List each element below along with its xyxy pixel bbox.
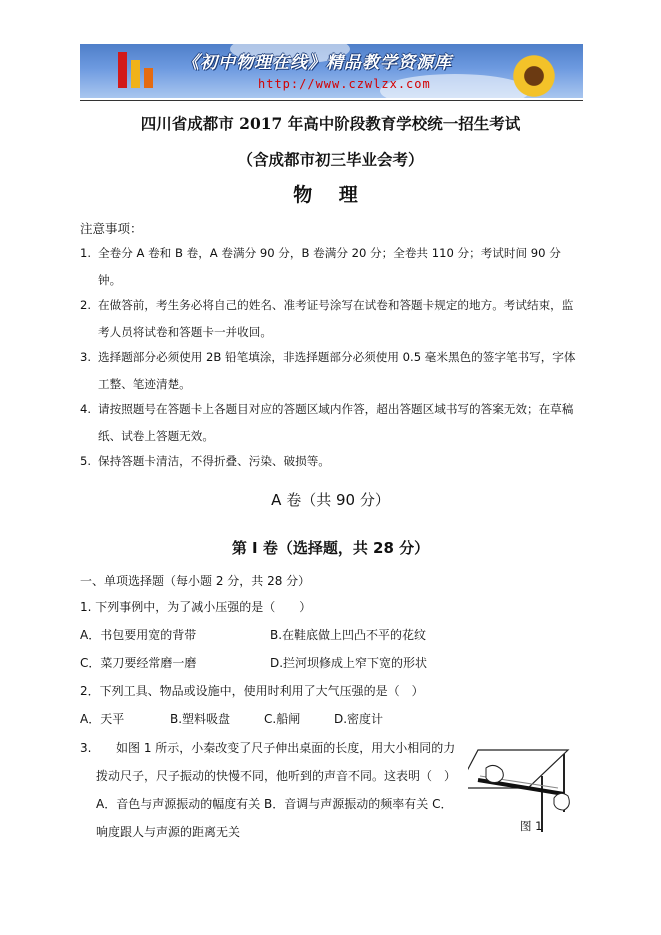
hand-icon <box>554 793 569 810</box>
question-2-option-b: B.塑料吸盘 <box>170 712 231 726</box>
notice-item-number: 3. <box>80 350 92 364</box>
subject-title: 物 理 <box>293 184 368 206</box>
question-2-option-c: C.船闸 <box>264 712 301 726</box>
notice-heading: 注意事项： <box>80 221 143 236</box>
question-1-stem: 1. 下列事例中，为了减小压强的是（ ） <box>80 600 312 614</box>
question-2-option-d: D.密度计 <box>334 712 384 726</box>
question-1-option-c: C．菜刀要经常磨一磨 <box>80 656 197 670</box>
question-2-option-a: A．天平 <box>80 712 125 726</box>
notice-item-number: 4. <box>80 402 92 416</box>
question-3-number: 3. <box>80 741 92 755</box>
notice-item-text: 选择题部分必须使用 2B 铅笔填涂，非选择题部分必须使用 0.5 毫米黑色的签字笔书写，字体工整、笔迹清楚。 <box>98 350 576 391</box>
notice-item-number: 1. <box>80 246 92 260</box>
exam-title: 四川省成都市 2017 年高中阶段教育学校统一招生考试 <box>140 114 521 133</box>
part-1-title: 第 I 卷（选择题，共 28 分） <box>231 539 430 557</box>
part-1-instructions: 一、单项选择题（每小题 2 分，共 28 分） <box>80 574 311 588</box>
banner-url[interactable]: http://www.czwlzx.com <box>258 77 431 91</box>
header-banner <box>80 44 583 98</box>
notice-item-text: 全卷分 A 卷和 B 卷，A 卷满分 90 分，B 卷满分 20 分；全卷共 110 分；考试时间 90 分钟。 <box>98 246 561 287</box>
question-2-stem: 2．下列工具、物品或设施中，使用时利用了大气压强的是（ ） <box>80 684 424 698</box>
notice-item-text: 在做答前，考生务必将自己的姓名、准考证号涂写在试卷和答题卡规定的地方。考试结束，监考人员将试卷和答题卡一并收回。 <box>98 298 574 339</box>
header-divider <box>80 100 583 101</box>
notice-item-text: 保持答题卡清洁，不得折叠、污染、破损等。 <box>98 454 330 468</box>
site-logo-icon <box>112 50 156 92</box>
sunflower-icon <box>510 52 558 98</box>
banner-title: 《初中物理在线》精品教学资源库 <box>182 53 452 73</box>
figure-1-caption: 图 1 <box>520 819 543 833</box>
question-1-option-b: B.在鞋底做上凹凸不平的花纹 <box>270 628 427 642</box>
question-1-option-a: A．书包要用宽的背带 <box>80 628 197 642</box>
notice-item-number: 5. <box>80 454 92 468</box>
exam-subtitle: （含成都市初三毕业会考） <box>237 150 424 169</box>
hand-icon <box>486 765 503 782</box>
notice-item-text: 请按照题号在答题卡上各题目对应的答题区域内作答，超出答题区域书写的答案无效；在草稿纸、试卷上答题无效。 <box>98 402 574 443</box>
question-1-option-d: D.拦河坝修成上窄下宽的形状 <box>270 656 428 670</box>
section-a-title: A 卷（共 90 分） <box>271 491 390 509</box>
question-3-stem: 如图 1 所示，小秦改变了尺子伸出桌面的长度，用大小相同的力拨动尺子，尺子振动的快慢不同，他听到的声音不同。这表明（ ） <box>96 741 457 783</box>
question-3-options: A．音色与声源振动的幅度有关 B．音调与声源振动的频率有关 C．响度跟人与声源的距离无关 <box>96 797 453 839</box>
notice-item-number: 2. <box>80 298 92 312</box>
